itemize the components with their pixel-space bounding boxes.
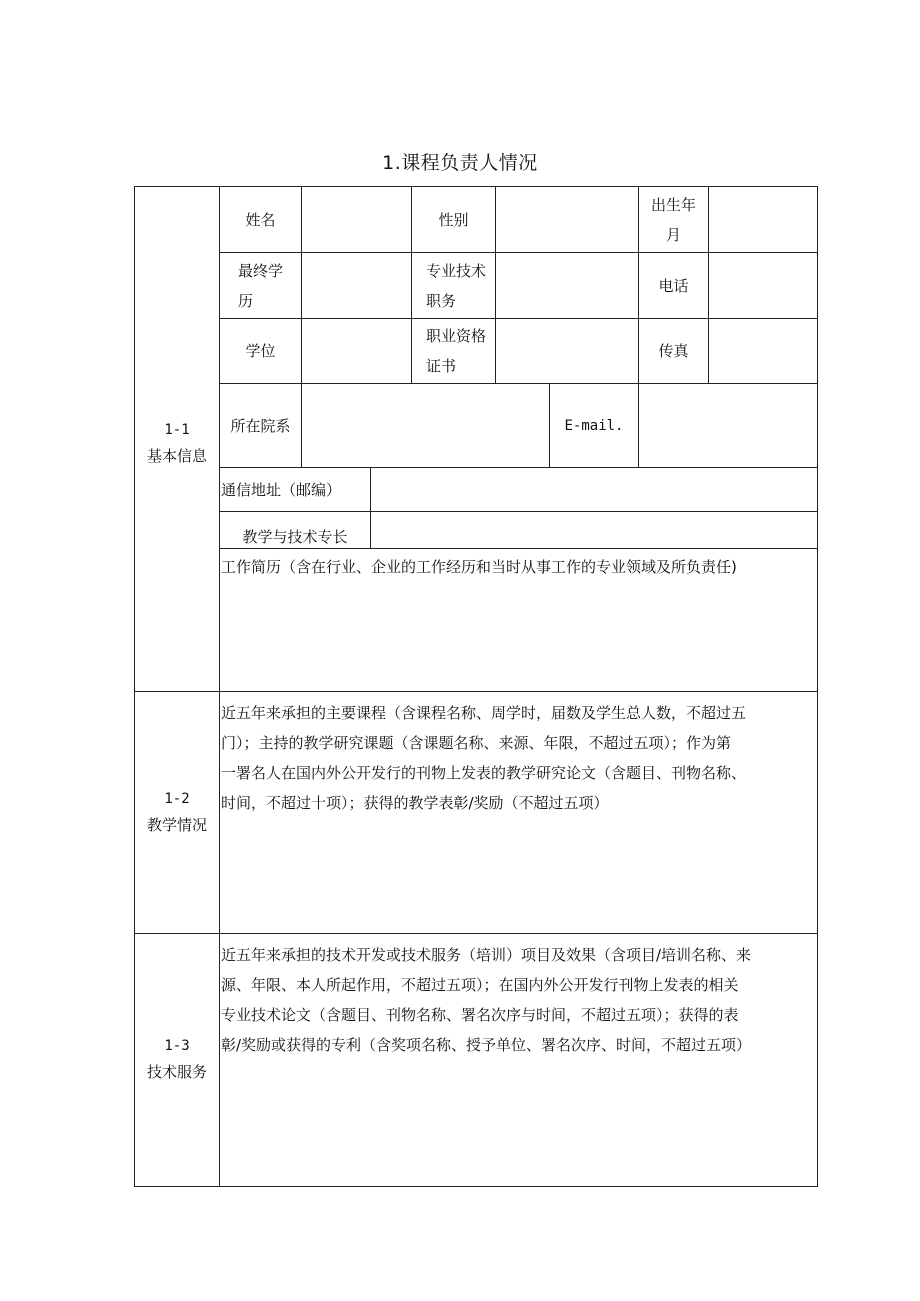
service-line: 近五年来承担的技术开发或技术服务（培训）项目及效果（含项目/培训名称、来 [221, 946, 752, 964]
degree-label [220, 319, 301, 383]
birth-label-line2: 月 [665, 225, 681, 244]
professional-title-line1: 专业技术 [426, 261, 487, 280]
section-tech-service [134, 1033, 220, 1085]
section-name: 教学情况 [146, 816, 207, 834]
resume-field[interactable] [220, 590, 818, 690]
department-label-text: 所在院系 [230, 416, 291, 435]
teaching-field[interactable] [220, 825, 818, 932]
section-divider [134, 933, 818, 934]
name-label-text: 姓名 [245, 210, 276, 229]
email-field[interactable] [639, 384, 818, 467]
phone-label-text: 电话 [658, 276, 689, 295]
education-label-line1: 最终学 [238, 261, 284, 280]
section-number: 1-2 [164, 791, 190, 807]
fax-label [639, 319, 708, 383]
teaching-line: 门）；主持的教学研究课题（含课题名称、来源、年限，不超过五项）；作为第 [221, 734, 732, 752]
qualification-cert-line2: 证书 [426, 357, 457, 375]
degree-field[interactable] [302, 319, 411, 383]
section-number: 1-3 [164, 1038, 190, 1054]
phone-label [639, 253, 708, 318]
expertise-label [220, 522, 370, 552]
birth-field[interactable] [709, 187, 818, 252]
fax-label-text: 传真 [658, 342, 689, 360]
tech-service-instructions [221, 940, 818, 1060]
gender-label-text: 性别 [438, 210, 469, 229]
expertise-label-text: 教学与技术专长 [242, 528, 348, 546]
education-field[interactable] [302, 253, 411, 318]
email-label-text: E-mail. [564, 417, 624, 434]
professional-title-field[interactable] [496, 253, 638, 318]
qualification-cert-line1: 职业资格 [426, 327, 487, 345]
education-label-line2: 历 [238, 291, 254, 310]
expertise-field[interactable] [371, 512, 818, 548]
page-title: 1.课程负责人情况 [382, 152, 538, 174]
name-label [220, 187, 301, 252]
address-field[interactable] [371, 468, 818, 511]
fax-field[interactable] [709, 319, 818, 383]
birth-label-line1: 出生年 [650, 195, 696, 214]
service-line: 专业技术论文（含题目、刊物名称、署名次序与时间，不超过五项）；获得的表 [221, 1006, 739, 1024]
gender-field[interactable] [496, 187, 638, 252]
name-field[interactable] [302, 187, 411, 252]
birth-label [639, 187, 708, 252]
section-name: 技术服务 [146, 1063, 207, 1081]
professional-title-line2: 职务 [426, 291, 457, 310]
education-label [238, 253, 301, 318]
section-divider [134, 691, 818, 692]
address-label [221, 468, 370, 511]
section-number: 1-1 [164, 422, 190, 438]
tech-service-field[interactable] [220, 1065, 818, 1186]
email-label [550, 384, 638, 467]
address-label-text: 通信地址（邮编） [221, 480, 342, 499]
teaching-instructions [221, 698, 818, 818]
resume-label: 工作简历（含在行业、企业的工作经历和当时从事工作的专业领域及所负责任) [221, 558, 737, 576]
teaching-line: 近五年来承担的主要课程（含课程名称、周学时，届数及学生总人数，不超过五 [221, 704, 747, 722]
department-label [220, 384, 301, 467]
qualification-cert-field[interactable] [496, 319, 638, 383]
qualification-cert-label [426, 319, 495, 383]
service-line: 源、年限、本人所起作用，不超过五项）；在国内外公开发行刊物上发表的相关 [221, 976, 739, 994]
service-line: 彰/奖励或获得的专利（含奖项名称、授予单位、署名次序、时间，不超过五项） [221, 1036, 752, 1054]
degree-label-text: 学位 [245, 342, 276, 360]
section-teaching [134, 786, 220, 838]
teaching-line: 时间，不超过十项）；获得的教学表彰/奖励（不超过五项） [221, 794, 609, 812]
professional-title-label [426, 253, 495, 318]
section-basic-info [134, 417, 220, 469]
section-name: 基本信息 [146, 447, 207, 465]
phone-field[interactable] [709, 253, 818, 318]
gender-label [412, 187, 495, 252]
teaching-line: 一署名人在国内外公开发行的刊物上发表的教学研究论文（含题目、刊物名称、 [221, 764, 747, 782]
department-field[interactable] [302, 384, 549, 467]
